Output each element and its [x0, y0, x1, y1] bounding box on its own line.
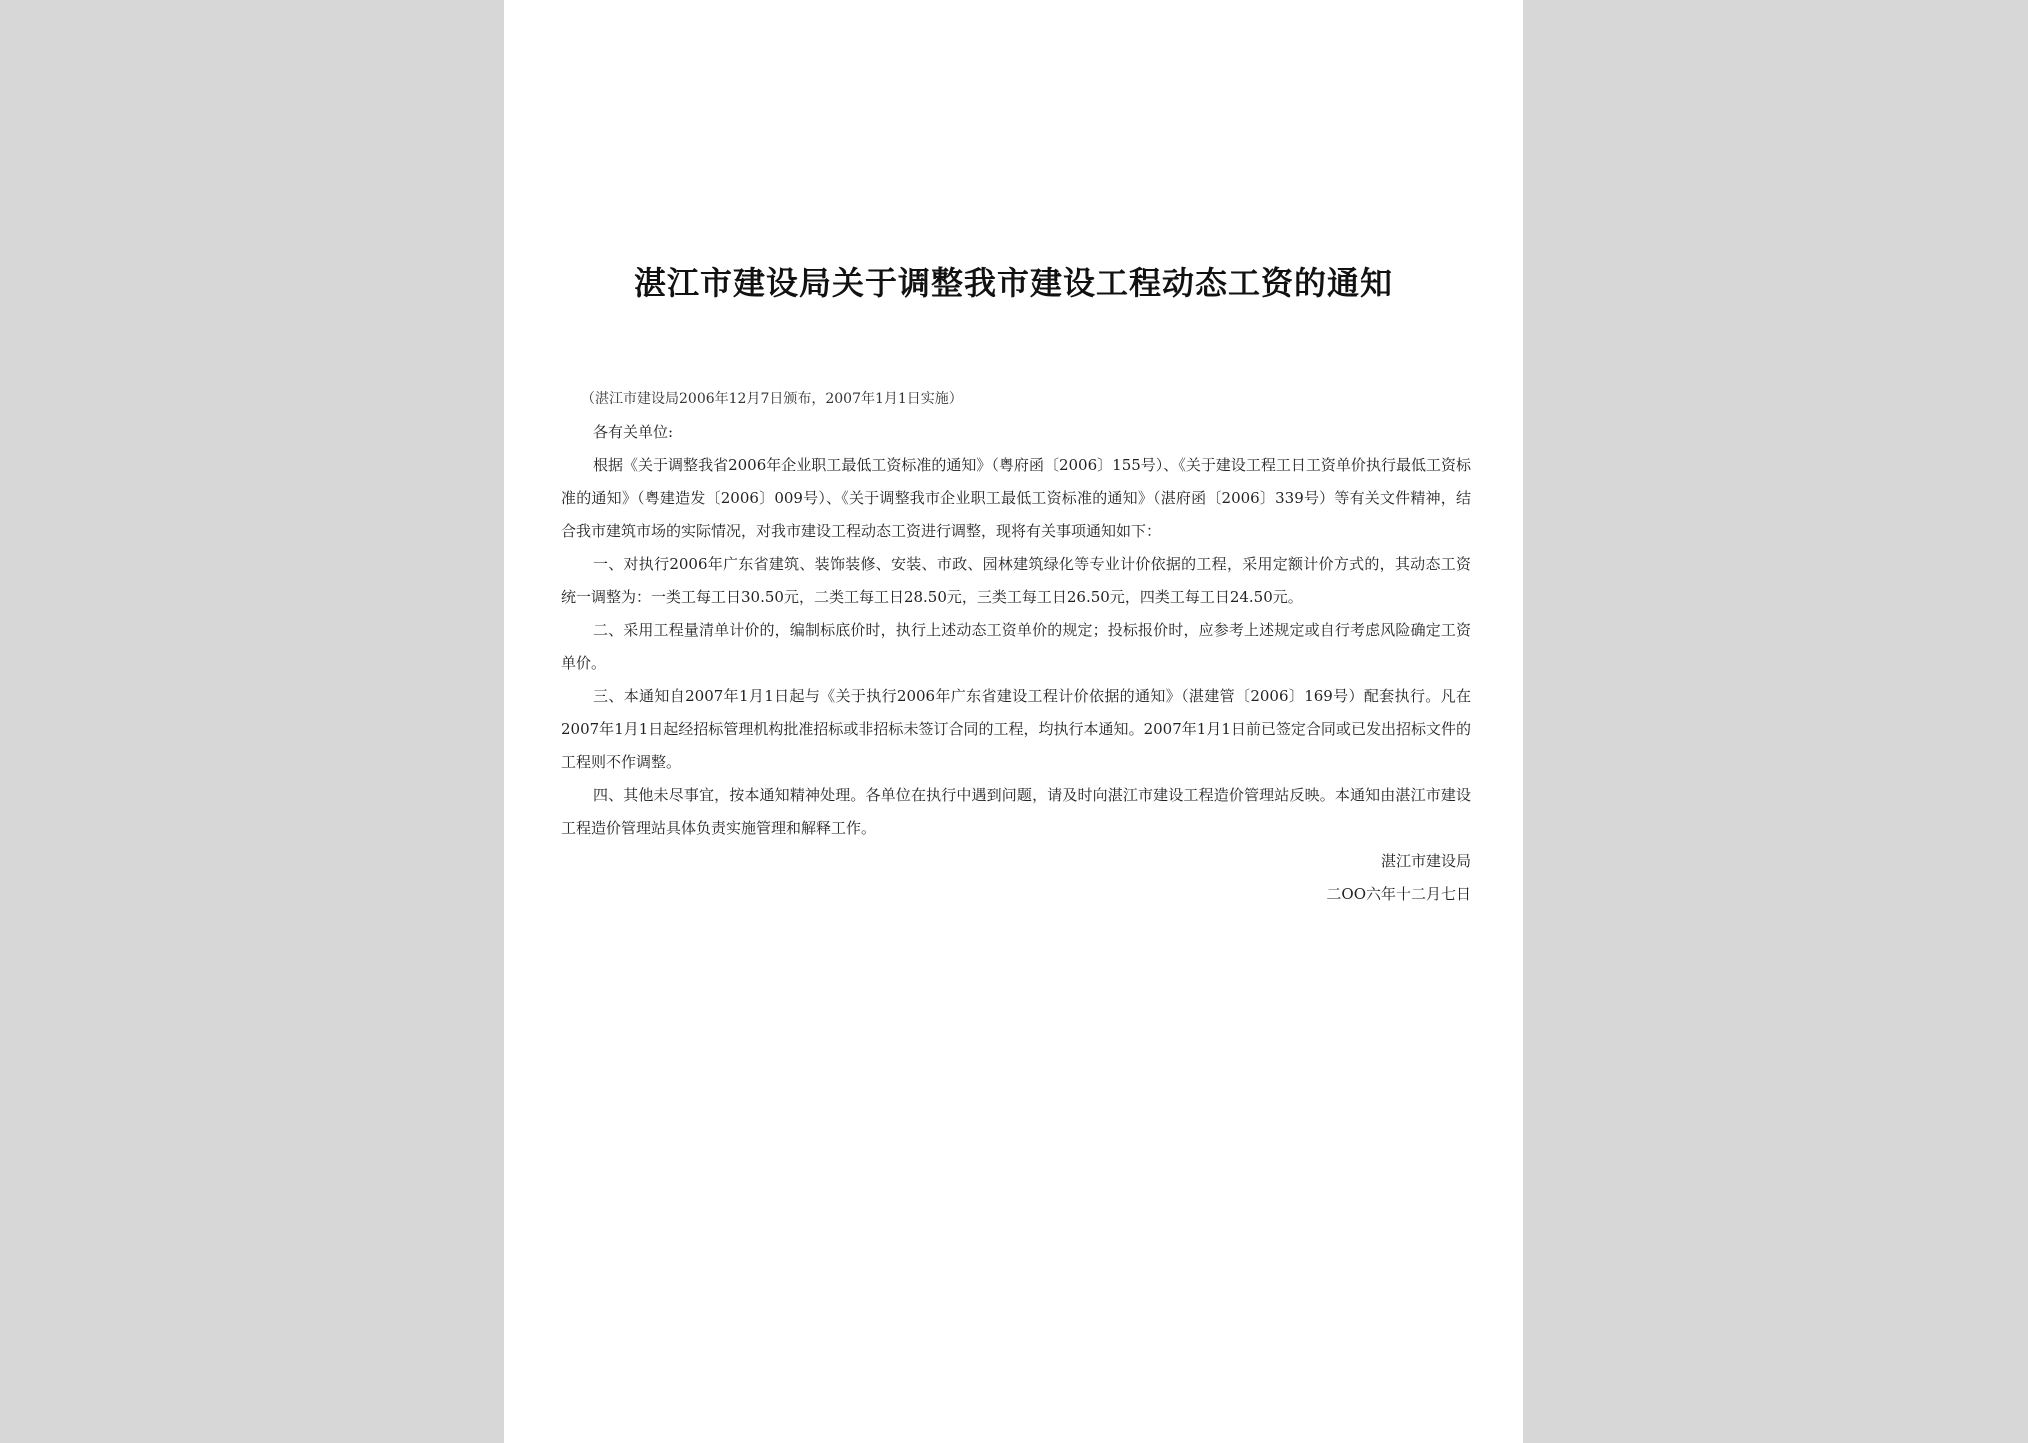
- paragraph-basis: 根据《关于调整我省2006年企业职工最低工资标准的通知》（粤府函〔2006〕155号）、《关于建设工程工日工资单价执行最低工资标准的通知》（粤建造发〔2006〕009号）、《关于调整我市企业职工最低工资标准的通知》（湛府函〔2006〕339号）等有关文件精神，结合我市建筑市场的实际情况，对我市建设工程动态工资进行调整，现将有关事项通知如下：: [561, 456, 1471, 540]
- paragraph-item-2: 二、采用工程量清单计价的，编制标底价时，执行上述动态工资单价的规定；投标报价时，应参考上述规定或自行考虑风险确定工资单价。: [561, 621, 1471, 672]
- document-title: 湛江市建设局关于调整我市建设工程动态工资的通知: [633, 264, 1393, 302]
- paragraph-item-4: 四、其他未尽事宜，按本通知精神处理。各单位在执行中遇到问题，请及时向湛江市建设工程造价管理站反映。本通知由湛江市建设工程造价管理站具体负责实施管理和解释工作。: [561, 786, 1471, 837]
- salutation: 各有关单位:: [593, 423, 674, 441]
- issue-note: （湛江市建设局2006年12月7日颁布，2007年1月1日实施）: [581, 391, 963, 407]
- paragraph-item-3: 三、本通知自2007年1月1日起与《关于执行2006年广东省建设工程计价依据的通知》（湛建管〔2006〕169号）配套执行。凡在2007年1月1日起经招标管理机构批准招标或非招标未签订合同的工程，均执行本通知。2007年1月1日前已签定合同或已发出招标文件的工程则不作调整。: [561, 687, 1471, 771]
- paragraph-item-1: 一、对执行2006年广东省建筑、装饰装修、安装、市政、园林建筑绿化等专业计价依据的工程，采用定额计价方式的，其动态工资统一调整为：一类工每工日30.50元，二类工每工日28.50元，三类工每工日26.50元，四类工每工日24.50元。: [561, 555, 1471, 606]
- document-body: [561, 383, 1471, 911]
- document-page: [504, 0, 1523, 1443]
- signature: 湛江市建设局: [1380, 852, 1471, 870]
- issue-date: 二OO六年十二月七日: [1326, 885, 1471, 903]
